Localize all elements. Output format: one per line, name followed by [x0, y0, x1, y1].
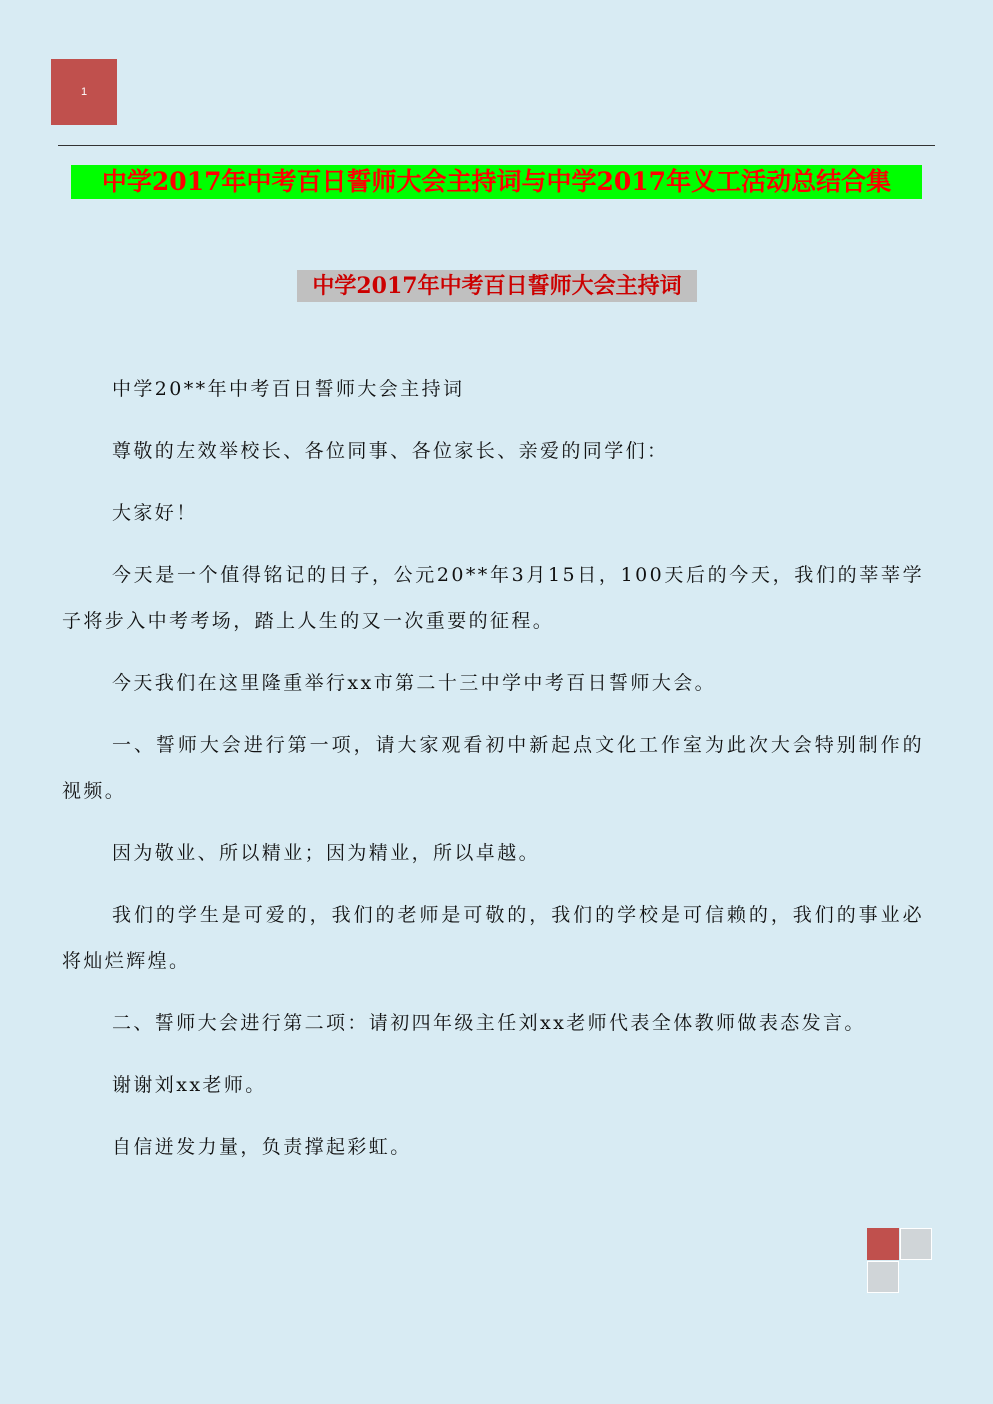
paragraph: 今天我们在这里隆重举行xx市第二十三中学中考百日誓师大会。 — [112, 672, 717, 694]
corner-decoration — [867, 1228, 933, 1294]
paragraph: 自信迸发力量，负责撑起彩虹。 — [112, 1136, 412, 1158]
paragraph: 尊敬的左效举校长、各位同事、各位家长、亲爱的同学们： — [112, 440, 669, 462]
document-body — [62, 366, 924, 1186]
paragraph: 一、誓师大会进行第一项，请大家观看初中新起点文化工作室为此次大会特别制作的视频。 — [62, 734, 924, 802]
paragraph: 大家好！ — [112, 502, 198, 524]
page-number: 1 — [80, 86, 88, 98]
paragraph: 二、誓师大会进行第二项：请初四年级主任刘xx老师代表全体教师做表态发言。 — [112, 1012, 866, 1034]
paragraph: 谢谢刘xx老师。 — [112, 1074, 267, 1096]
decor-square-gray — [900, 1228, 932, 1260]
paragraph: 因为敬业、所以精业；因为精业，所以卓越。 — [112, 842, 541, 864]
section-title: 中学2017年中考百日誓师大会主持词 — [297, 270, 697, 302]
page-number-badge — [51, 59, 117, 125]
paragraph: 我们的学生是可爱的，我们的老师是可敬的，我们的学校是可信赖的，我们的事业必将灿烂辉煌。 — [62, 904, 924, 972]
decor-square-red — [867, 1228, 899, 1260]
header-divider — [58, 145, 935, 146]
document-title: 中学2017年中考百日誓师大会主持词与中学2017年义工活动总结合集 — [71, 165, 922, 199]
decor-square-gray — [867, 1261, 899, 1293]
paragraph: 中学20**年中考百日誓师大会主持词 — [112, 378, 465, 400]
paragraph: 今天是一个值得铭记的日子，公元20**年3月15日，100天后的今天，我们的莘莘学子将步入中考考场，踏上人生的又一次重要的征程。 — [62, 564, 924, 632]
